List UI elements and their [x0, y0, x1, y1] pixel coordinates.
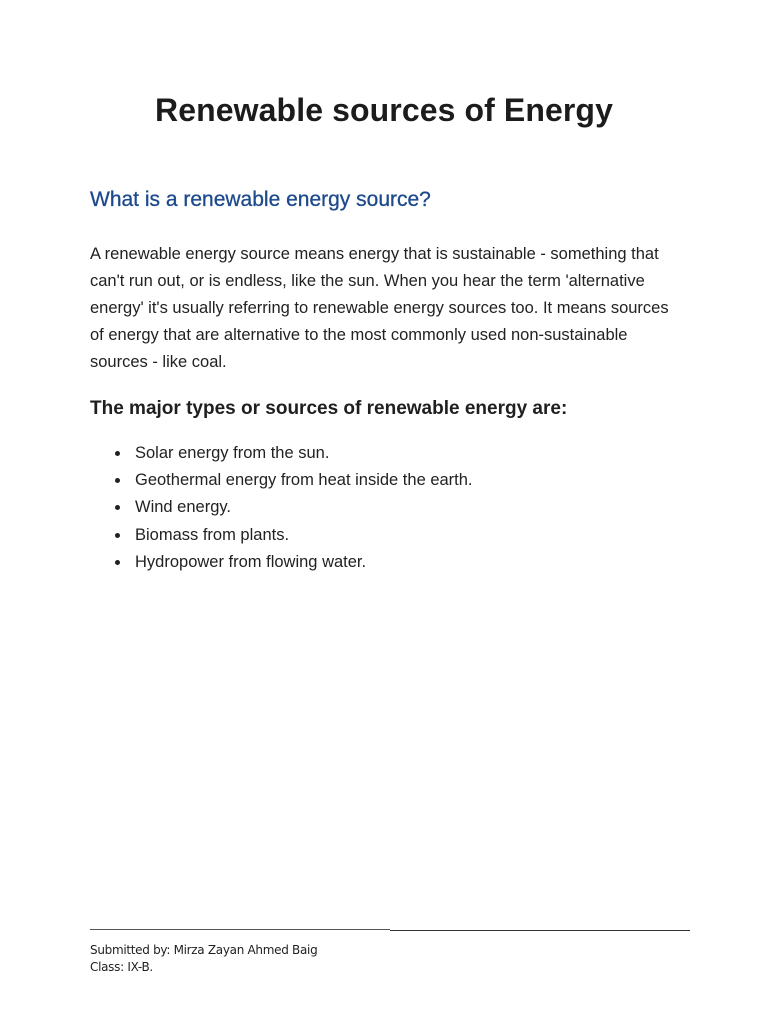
list-item-text: Wind energy. — [135, 498, 231, 517]
bullet-icon — [115, 505, 120, 510]
footer-divider-right — [390, 930, 690, 931]
footer-divider-left — [90, 929, 390, 930]
intro-paragraph: A renewable energy source means energy that is sustainable - something that can't run out, or is endless, like the sun. When you hear the term 'alternative energy' it's usually referring to renewable energy sources too. It means sources of energy that are alternative to the most commonly used non-sustainable sources - like coal. — [90, 245, 669, 371]
submitted-by: Submitted by: Mirza Zayan Ahmed Baig — [90, 943, 318, 957]
list-item — [90, 440, 473, 467]
bullet-icon — [115, 560, 120, 565]
bullet-icon — [115, 451, 120, 456]
energy-types-list — [90, 440, 473, 576]
list-item-text: Geothermal energy from heat inside the earth. — [135, 471, 473, 490]
page-title: Renewable sources of Energy — [155, 92, 613, 128]
bullet-icon — [115, 533, 120, 538]
types-heading: The major types or sources of renewable energy are: — [90, 398, 568, 419]
list-item — [90, 549, 473, 576]
footer — [90, 942, 317, 976]
list-item — [90, 467, 473, 494]
list-item — [90, 494, 473, 521]
list-item-text: Hydropower from flowing water. — [135, 552, 367, 571]
class-label: Class: IX-B. — [90, 960, 153, 974]
section-heading: What is a renewable energy source? — [90, 188, 431, 211]
list-item — [90, 522, 473, 549]
list-item-text: Biomass from plants. — [135, 525, 290, 544]
bullet-icon — [115, 478, 120, 483]
list-item-text: Solar energy from the sun. — [135, 444, 330, 462]
